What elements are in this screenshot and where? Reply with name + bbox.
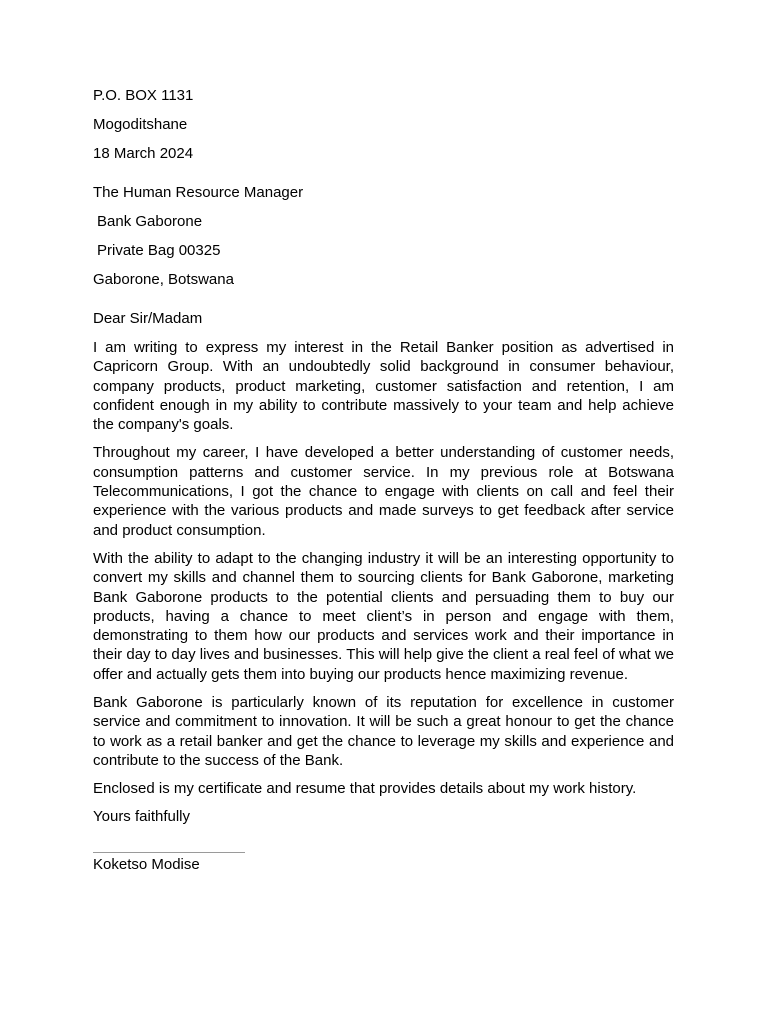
salutation: Dear Sir/Madam xyxy=(93,310,203,327)
recipient-organization: Bank Gaborone xyxy=(97,213,203,230)
recipient-title: The Human Resource Manager xyxy=(93,184,304,201)
recipient-city: Gaborone, Botswana xyxy=(93,271,234,288)
signatory-name: Koketso Modise xyxy=(93,856,200,874)
body-paragraph: With the ability to adapt to the changing industry it will be an interesting opportunity to convert my skills and channel them to sourcing clients for Bank Gaborone, marketing Bank Gaborone products to the potential clients and persuading them to buy our products, having a chance to meet client’s in person and engage with them, demonstrating to them how our products and services work and their importance in their day to day lives and businesses. This will help give the client a real feel of what we offer and actually gets them into buying our products hence maximizing revenue. xyxy=(93,549,691,683)
sender-address xyxy=(93,86,674,163)
letter-body xyxy=(93,338,691,770)
body-paragraph: I am writing to express my interest in the Retail Banker position as advertised in Capricorn Group. With an undoubtedly solid background in consumer behaviour, company products, product marketing, customer satisfaction and retention, I am confident enough in my ability to contribute massively to your team and help achieve the company's goals. xyxy=(93,339,674,434)
enclosure-note: Enclosed is my certificate and resume that provides details about my work history. xyxy=(93,780,637,798)
recipient-bag: Private Bag 00325 xyxy=(97,242,221,259)
letter-date: 18 March 2024 xyxy=(93,145,194,162)
recipient-address xyxy=(93,183,674,289)
body-paragraph: Throughout my career, I have developed a better understanding of customer needs, consumption patterns and customer service. In my previous role at Botswana Telecommunications, I got the chance to engage with clients on call and feel their experience with the various products and made surveys to get feedback after service and product consumption. xyxy=(93,444,674,539)
sender-po-box: P.O. BOX 1131 xyxy=(93,87,194,104)
sender-town: Mogoditshane xyxy=(93,116,188,133)
closing: Yours faithfully xyxy=(93,808,191,826)
signature-line xyxy=(93,852,245,853)
letter-page xyxy=(93,86,691,874)
body-paragraph: Bank Gaborone is particularly known of its reputation for excellence in customer service and commitment to innovation. It will be such a great honour to get the chance to work as a retail banker and get the chance to leverage my skills and experience and contribute to the success of the Bank. xyxy=(93,694,674,769)
